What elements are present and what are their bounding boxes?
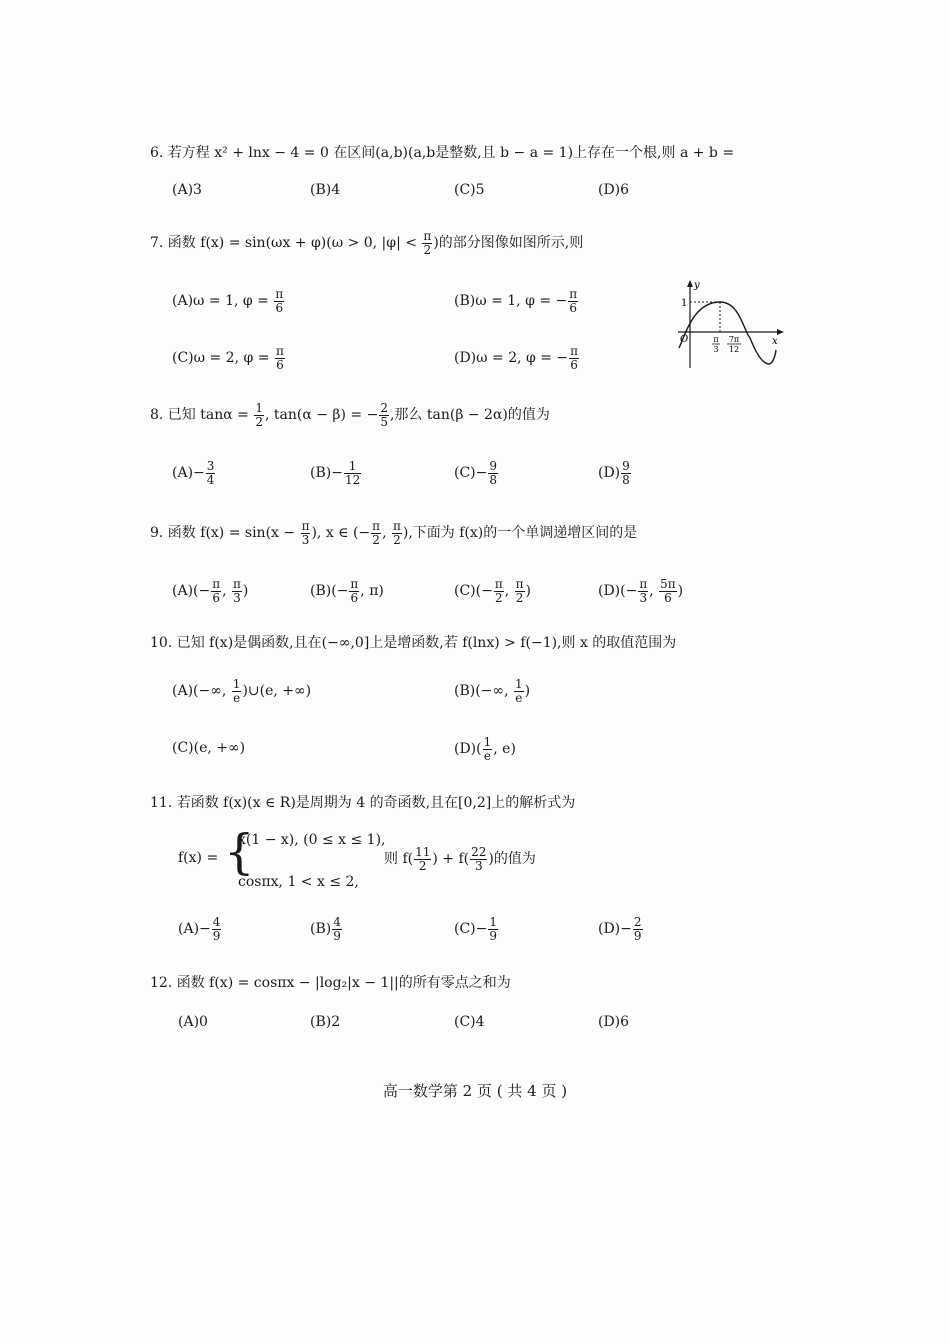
q8-option-d: (D) $\frac{9}{8}$ <box>598 459 630 487</box>
q7-option-a: (A)ω = 1, φ = $\frac{\pi}{6}$ <box>172 287 284 315</box>
q10-option-b: (B)(−∞, $\frac{1}{e}$ ) <box>454 677 531 705</box>
q8-stem: 8. 已知 tanα = $\frac{1}{2}$ , tan(α − β) = − $\frac{2}{5}$ ,那么 tan(β − 2α)的值为 <box>150 401 550 429</box>
q7-sine-graph <box>672 278 787 373</box>
q11-brace: { <box>224 824 255 880</box>
q11-fx-label: f(x) = <box>178 850 219 866</box>
q9-option-a: (A)(− $\frac{\pi}{6}$ , $\frac{\pi}{3}$ ) <box>172 577 249 605</box>
q7-option-c: (C)ω = 2, φ = $\frac{\pi}{6}$ <box>172 344 284 372</box>
q12-option-d: (D)6 <box>598 1014 630 1030</box>
q11-option-b: (B) $\frac{4}{9}$ <box>310 915 341 943</box>
q12-stem: 12. 函数 f(x) = cosπx − |log₂|x − 1||的所有零点之和为 <box>150 975 511 991</box>
q11-stem: 11. 若函数 f(x)(x ∈ R)是周期为 4 的奇函数,且在[0,2]上的解析式为 <box>150 795 576 811</box>
page-footer: 高一数学第 2 页 ( 共 4 页 ) <box>382 1082 568 1100</box>
q8-option-a: (A)− $\frac{3}{4}$ <box>172 459 215 487</box>
q7-stem: 7. 函数 f(x) = sin(ωx + φ)(ω > 0, |φ| < $\frac{\pi}{2}$ )的部分图像如图所示,则 <box>150 229 584 257</box>
graph-y-label: y <box>694 280 700 291</box>
q8-option-c: (C)− $\frac{9}{8}$ <box>454 459 498 487</box>
q11-case-2: cosπx, 1 < x ≤ 2, <box>238 874 359 890</box>
q9-option-d: (D)(− $\frac{\pi}{3}$ , $\frac{5\pi}{6}$ ) <box>598 577 684 605</box>
q12-option-b: (B)2 <box>310 1014 341 1030</box>
q9-stem: 9. 函数 f(x) = sin(x − $\frac{\pi}{3}$ ), x ∈ (− $\frac{\pi}{2}$ , $\frac{\pi}{2}$ ),下面为 f(x)的一个单调递增区间的是 <box>150 519 638 547</box>
graph-x-label: x <box>772 336 778 347</box>
q7-option-d: (D)ω = 2, φ = − $\frac{\pi}{6}$ <box>454 344 579 372</box>
q11-then: 则 f( $\frac{11}{2}$ ) + f( $\frac{22}{3}$ )的值为 <box>384 845 536 873</box>
q9-option-b: (B)(− $\frac{\pi}{6}$ , π) <box>310 577 384 605</box>
q10-option-a: (A)(−∞, $\frac{1}{e}$ )∪(e, +∞) <box>172 677 312 705</box>
svg-text:12: 12 <box>728 345 740 354</box>
q10-option-d: (D)( $\frac{1}{e}$ , e) <box>454 735 516 763</box>
q9-option-c: (C)(− $\frac{\pi}{2}$ , $\frac{\pi}{2}$ ) <box>454 577 531 605</box>
graph-one-label: 1 <box>681 298 688 309</box>
q7-option-b: (B)ω = 1, φ = − $\frac{\pi}{6}$ <box>454 287 578 315</box>
q10-stem: 10. 已知 f(x)是偶函数,且在(−∞,0]上是增函数,若 f(lnx) > f(−1),则 x 的取值范围为 <box>150 635 677 651</box>
q6-option-b: (B)4 <box>310 182 341 198</box>
q11-option-c: (C)− $\frac{1}{9}$ <box>454 915 498 943</box>
q8-option-b: (B)− $\frac{1}{12}$ <box>310 459 361 487</box>
q6-stem: 6. 若方程 x² + lnx − 4 = 0 在区间(a,b)(a,b是整数,且 b − a = 1)上存在一个根,则 a + b = <box>150 145 735 161</box>
svg-text:7π: 7π <box>728 335 740 344</box>
svg-text:π: π <box>713 335 719 344</box>
q10-option-c: (C)(e, +∞) <box>172 740 246 756</box>
q11-case-1: x(1 − x), (0 ≤ x ≤ 1), <box>238 832 386 848</box>
q6-option-a: (A)3 <box>172 182 202 198</box>
q11-option-a: (A)− $\frac{4}{9}$ <box>178 915 221 943</box>
q6-option-c: (C)5 <box>454 182 485 198</box>
graph-sine-curve <box>679 302 776 364</box>
svg-text:3: 3 <box>713 345 719 354</box>
q11-option-d: (D)− $\frac{2}{9}$ <box>598 915 642 943</box>
graph-origin: O <box>680 334 689 345</box>
q6-option-d: (D)6 <box>598 182 630 198</box>
q12-option-c: (C)4 <box>454 1014 485 1030</box>
q12-option-a: (A)0 <box>178 1014 208 1030</box>
